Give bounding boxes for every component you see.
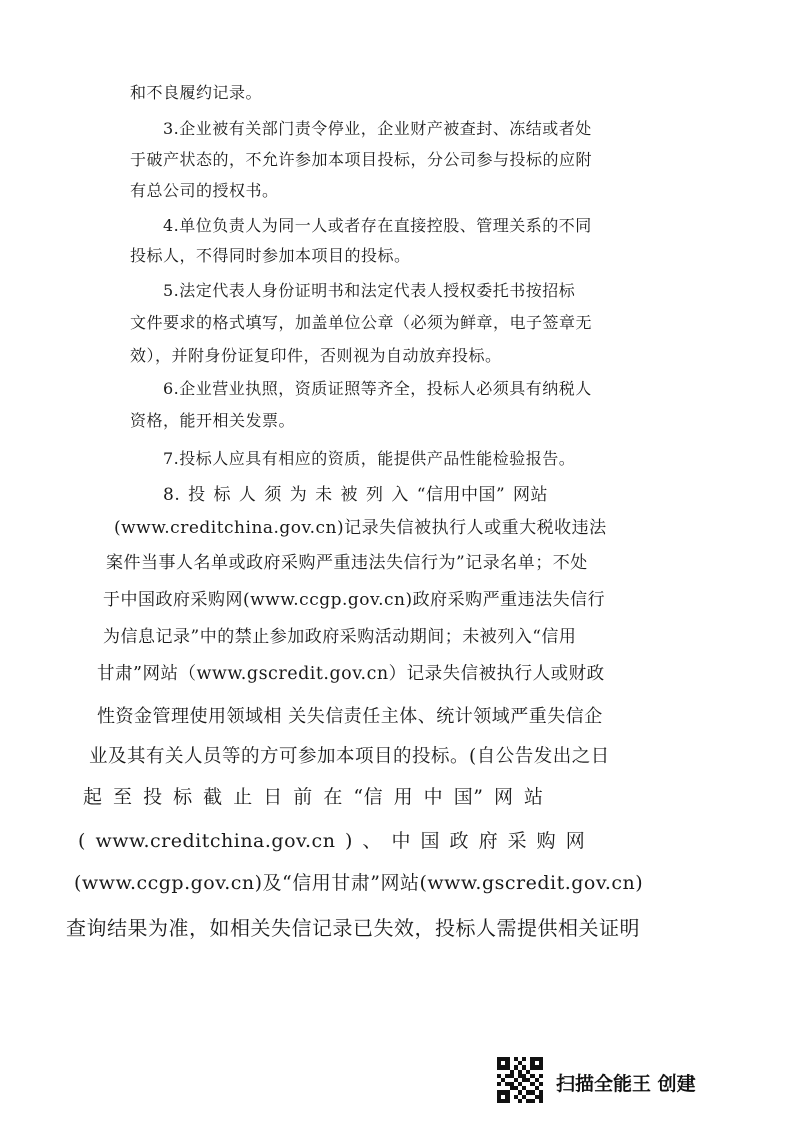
text-line-3: 于破产状态的，不允许参加本项目投标，分公司参与投标的应附 (130, 150, 593, 169)
text-line-20: 业及其有关人员等的方可参加本项目的投标。(自公告发出之日 (89, 746, 610, 767)
text-line-9: 效），并附身份证复印件，否则视为自动放弃投标。 (130, 346, 502, 365)
text-line-5: 4.单位负责人为同一人或者存在直接控股、管理关系的不同 (163, 216, 592, 235)
text-line-10: 6.企业营业执照，资质证照等齐全，投标人必须具有纳税人 (163, 379, 592, 398)
text-line-14: (www.creditchina.gov.cn)记录失信被执行人或重大税收违法 (114, 518, 607, 538)
text-line-18: 甘肃”网站（www.gscredit.gov.cn）记录失信被执行人或财政 (97, 664, 605, 684)
text-line-8: 文件要求的格式填写，加盖单位公章（必须为鲜章，电子签章无 (130, 313, 593, 332)
text-line-17: 为信息记录”中的禁止参加政府采购活动期间；未被列入“信用 (103, 627, 577, 647)
text-line-1: 和不良履约记录。 (130, 83, 263, 102)
text-line-22: ( www.creditchina.gov.cn ) 、 中 国 政 府 采 购 网 (78, 830, 586, 852)
text-line-6: 投标人，不得同时参加本项目的投标。 (130, 246, 411, 265)
text-line-23: (www.ccgp.gov.cn)及“信用甘肃”网站(www.gscredit.gov.cn) (74, 872, 644, 894)
text-line-21: 起 至 投 标 截 止 日 前 在 “信 用 中 国” 网 站 (83, 786, 544, 808)
text-line-15: 案件当事人名单或政府采购严重违法失信行为”记录名单；不处 (106, 553, 588, 573)
text-line-11: 资格，能开相关发票。 (130, 411, 296, 430)
scanner-watermark-label: 扫描全能王 创建 (556, 1073, 696, 1095)
text-line-16: 于中国政府采购网(www.ccgp.gov.cn)政府采购严重违法失信行 (103, 590, 606, 610)
text-line-2: 3.企业被有关部门责令停业，企业财产被查封、冻结或者处 (163, 119, 592, 138)
text-line-13: 8. 投 标 人 须 为 未 被 列 入 “信用中国” 网站 (163, 485, 549, 505)
text-line-24: 查询结果为准，如相关失信记录已失效，投标人需提供相关证明 (66, 916, 640, 940)
text-line-12: 7.投标人应具有相应的资质，能提供产品性能检验报告。 (163, 449, 576, 468)
text-line-19: 性资金管理使用领域相 关失信责任主体、统计领域严重失信企 (97, 706, 603, 727)
qr-code-icon (497, 1057, 543, 1103)
text-line-4: 有总公司的授权书。 (130, 181, 279, 200)
text-line-7: 5.法定代表人身份证明书和法定代表人授权委托书按招标 (163, 281, 576, 300)
